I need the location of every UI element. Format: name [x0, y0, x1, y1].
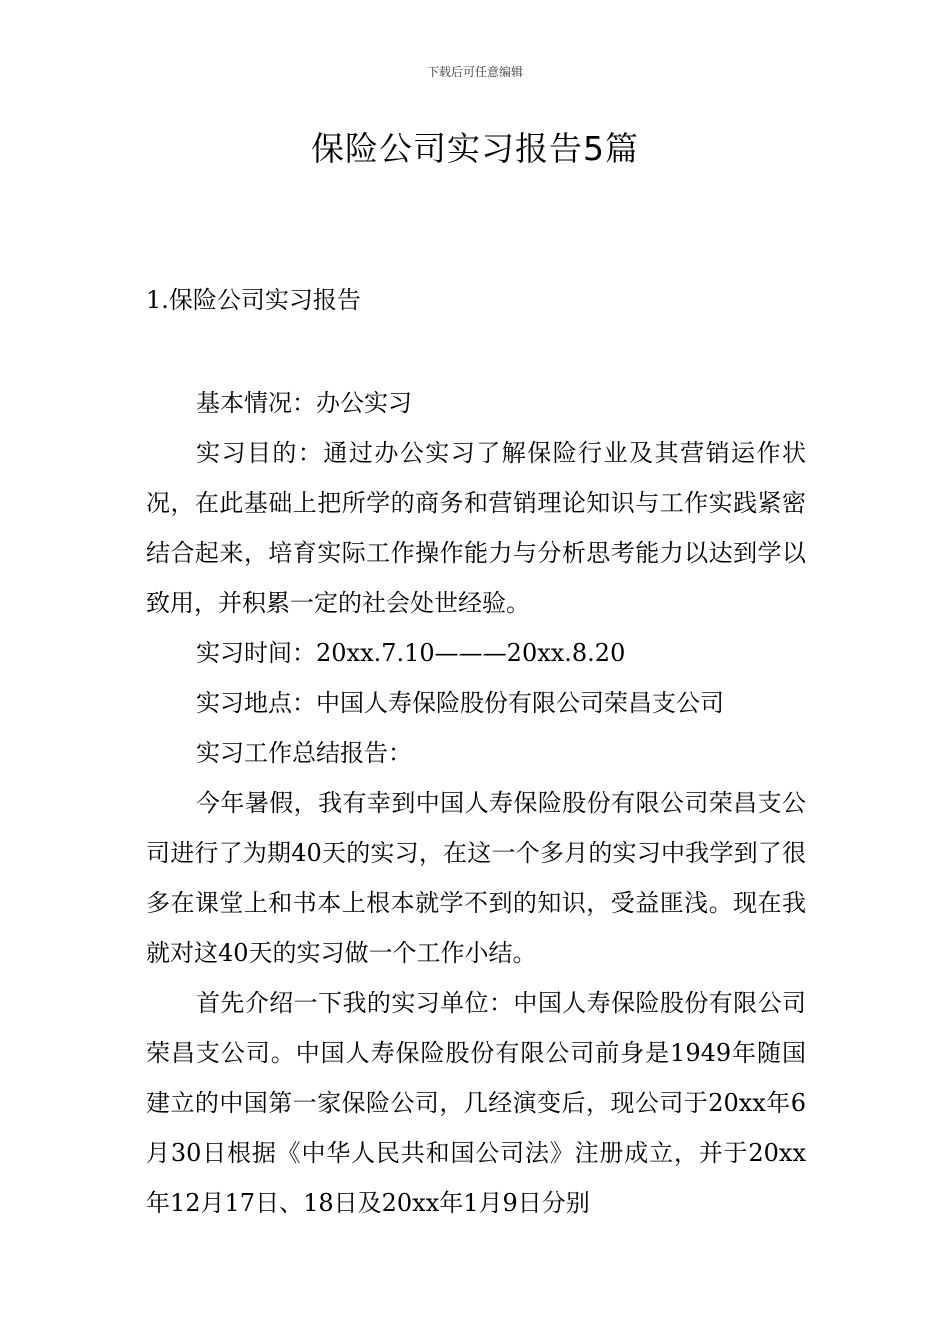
document-body	[146, 378, 806, 1228]
paragraph-basic-info: 基本情况：办公实习	[196, 389, 412, 417]
paragraph-company: 首先介绍一下我的实习单位：中国人寿保险股份有限公司荣昌支公司。中国人寿保险股份有限公司前身是1949年随国建立的中国第一家保险公司，几经演变后，现公司于20xx年6月30日根据《中华人民共和国公司法》注册成立，并于20xx年12月17日、18日及20xx年1月9日分别	[146, 989, 806, 1217]
paragraph-intro: 今年暑假，我有幸到中国人寿保险股份有限公司荣昌支公司进行了为期40天的实习，在这一个多月的实习中我学到了很多在课堂上和书本上根本就学不到的知识，受益匪浅。现在我就对这40天的实习做一个工作小结。	[146, 789, 806, 967]
paragraph-purpose: 实习目的：通过办公实习了解保险行业及其营销运作状况，在此基础上把所学的商务和营销理论知识与工作实践紧密结合起来，培育实际工作操作能力与分析思考能力以达到学以致用，并积累一定的社会处世经验。	[146, 439, 806, 617]
section-heading: 1.保险公司实习报告	[146, 286, 361, 314]
paragraph-location: 实习地点：中国人寿保险股份有限公司荣昌支公司	[196, 689, 724, 717]
document-title: 保险公司实习报告5篇	[311, 129, 639, 168]
paragraph-time: 实习时间：20xx.7.10———20xx.8.20	[196, 639, 626, 667]
page-header-note: 下载后可任意编辑	[426, 65, 523, 79]
paragraph-summary-heading: 实习工作总结报告：	[196, 739, 412, 767]
